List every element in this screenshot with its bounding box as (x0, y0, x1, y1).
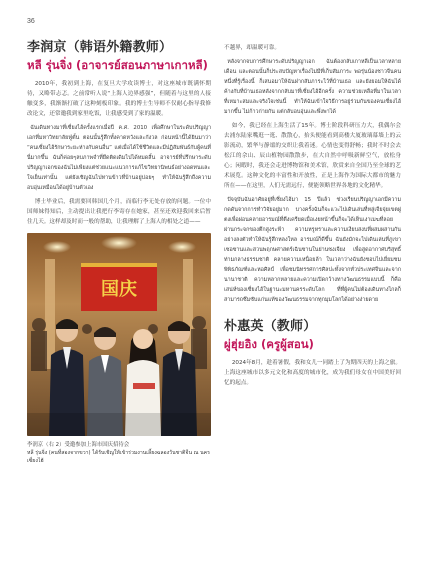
section1-paragraph-cn-4: 如今，我已经在上海生活了15年。博士阶段科研压力大，我偶尔会去浦东陆家嘴逛一逛、散散心，抬头便能看到高楼大厦玻璃幕墙上的云影流动，繁华与静谧的交织让我着迷。心情也变得舒畅；我时不时会去松江的佘山、辰山植物园散散步，在大自然中呼吸新鲜空气，放松身心；闲暇时，我还会走进博物馆和美术馆，欣赏来自全国乃至全球的艺术展览。这种文化的丰富性和开放性，正是上海作为国际大都市的魅力所在——在这里，人们无需远行，便能领略世界各地的文化精华。 (224, 123, 401, 189)
page-number: 36 (27, 18, 35, 25)
section2-title-thai: ผู่ฮุ่ยอิง (ครูผู้สอน) (224, 337, 314, 351)
section2-title-chinese: 朴惠英（教师） (224, 319, 317, 334)
svg-text:国庆: 国庆 (101, 279, 137, 300)
right-column (224, 40, 401, 392)
reception-photo-image (27, 233, 211, 436)
section1-paragraph-th-1: ฉันเดินทางมาที่เซี่ยงไฮ้ครั้งแรกเมื่อปี ค.ศ. 2010 เพื่อศึกษาในระดับปริญญาเอกที่มหาวิทยาลัยฟู่ตั้น ตอนนั้นรู้สึกทั้งคาดหวังและกังวล ก่อนหน้านี้ได้ยินมาว่า “คนเซี่ยงไฮ้รักษาระยะห่างกับคนอื่น” แต่เมื่อได้ใช้ชีวิตและมีปฏิสัมพันธ์กับผู้คนที่นี่มากขึ้น ฉันก็ค่อยๆลบภาพจำที่ยึดติดเดิมไปได้หมดสิ้น อาจารย์ที่ปรึกษาระดับปริญญาเอกของฉันไม่เพียงแต่ช่วยแนะแนวการแก้ไขวิทยานิพนธ์อย่างอดทนและใจเย็นเท่านั้น แต่ยังเชิญฉันไปทานข้าวที่บ้านอยู่บ่อยๆ ทำให้ฉันรู้สึกถึงความอบอุ่นเหมือนได้อยู่บ้านตัวเอง (27, 125, 211, 191)
photo-caption-thai: หลี รุ่นจิ่ง (คนที่สองจากขวา) ได้รับเชิญให้เข้าร่วมงานเลี้ยงฉลองวันชาติจีน ณ นครเซี่ยงไฮ้ (27, 450, 210, 464)
left-column (27, 40, 211, 465)
section2-header (224, 319, 401, 351)
section1-title-chinese: 李润京（韩语外籍教师） (27, 40, 173, 55)
photo-caption-chinese: 李润京（右 2）受邀参加上海市国庆招待会 (27, 442, 130, 448)
section1-paragraph-cn-1: 2010年，我初到上海，在复旦大学攻读博士，对这座城市既满怀期待，又略带忐忑。之前常听人说“上海人边界感强”，但随着与这里的人接触变多，我渐渐打破了这种刻板印象。我的博士生导师不仅耐心指导我修改论文，还常邀我到家里吃饭，让我感受到了家的温暖。 (27, 81, 211, 117)
section1-title-thai: หลี รุ่นจิ่ง (อาจารย์สอนภาษาเกาหลี) (27, 58, 208, 72)
section1-paragraph-cn-2: 博士毕业后，我需要回韩国几个月，而临行李无处存放的问题。一位中国师妹得知后，主动提出让我把行李寄存在她家，甚至还欢迎我回来后暂住几天。这样却及时而一般的帮助，让我理解了上海人的相处之道—— (27, 199, 211, 225)
section1-paragraph-cn-3: 不越界，却温暖可靠。 (224, 45, 280, 51)
photo-caption (27, 441, 211, 465)
reception-photo (27, 233, 211, 436)
section2-paragraph-cn-1: 2024年8月，趁着暑假，我和女儿一同踏上了为期四天的上海之旅。上海这座城市以多元文化和高度的城市化，成为我们母女在中国美好回忆的起点。 (224, 360, 401, 386)
section1-paragraph-th-2: หลังจากจบการศึกษาระดับปริญญาเอก ฉันต้องกลับเกาหลีเป็นเวลาหลายเดือน และตอนนั้นก็ประสบปัญหาเรื่องไม่มีที่เก็บสัมภาระ พอรุ่นน้องชาวจีนคนหนึ่งที่รู้เรื่องนี้ ก็เสนอมาให้ฉันฝากสัมภาระไว้ที่บ้านเธอ และยังยอมให้ฉันได้ค้างกับที่บ้านเธอหลังจากกลับมาที่เซี่ยงไฮ้อีกครั้ง ความช่วยเหลือที่มาในเวลาที่เหมาะสมและจริงใจเช่นนี้ ทำให้ฉันเข้าใจวิธีการอยู่ร่วมกันของคนเซี่ยงไฮ้มากขึ้น ไม่ก้าวก่ายกัน แต่กลับอบอุ่นและพึ่งพาได้ (224, 59, 401, 115)
section1-paragraph-th-3: ปัจจุบันฉันอาศัยอยู่ที่เซี่ยงไฮ้มา 15 ปีแล้ว ช่วงเรียนปริญญาเอกมีความกดดันจากการทำวิจัยอยู่มาก บางครั้งฉันก็จะแวะไปเดินเล่นที่หลู่เจียจุ่ยเขตผู่ตงเพื่อผ่อนคลายอารมณ์ที่ตึงเครียดเมื่อเงยหน้าขึ้นก็จะได้เห็นเงาเมฆที่ลอยผ่านกระจกของตึกสูงระฟ้า ความหรูหราและความเงียบสงบที่ผสมผสานกันอย่างลงตัวทำให้ฉันรู้สึกหลงใหล อารมณ์ก็ดีขึ้น ฉันยังมักจะไปเดินเล่นที่ภูเขาเซอซานและสวนพฤกษศาสตร์เฉินซานในย่านซงเจียง เพื่อสูดอากาศบริสุทธิ์ท่ามกลางธรรมชาติ คลายความเหนื่อยล้า ในเวลาว่างฉันยังชอบไปเยี่ยมชมพิพิธภัณฑ์และหอศิลป์ เพื่อชมนิทรรศการศิลปะทั้งจากทั่วประเทศจีนและจากนานาชาติ ความหลากหลายและความเปิดกว้างทางวัฒนธรรมแบบนี้ ก็คือเสน่ห์ของเซี่ยงไฮ้ในฐานะมหานครระดับโลก ที่ที่ผู้คนไม่ต้องเดินทางไกลก็สามารถซึมซับแก่นแท้ของวัฒนธรรมจากทุกมุมโลกได้อย่างง่ายดาย (224, 197, 401, 303)
